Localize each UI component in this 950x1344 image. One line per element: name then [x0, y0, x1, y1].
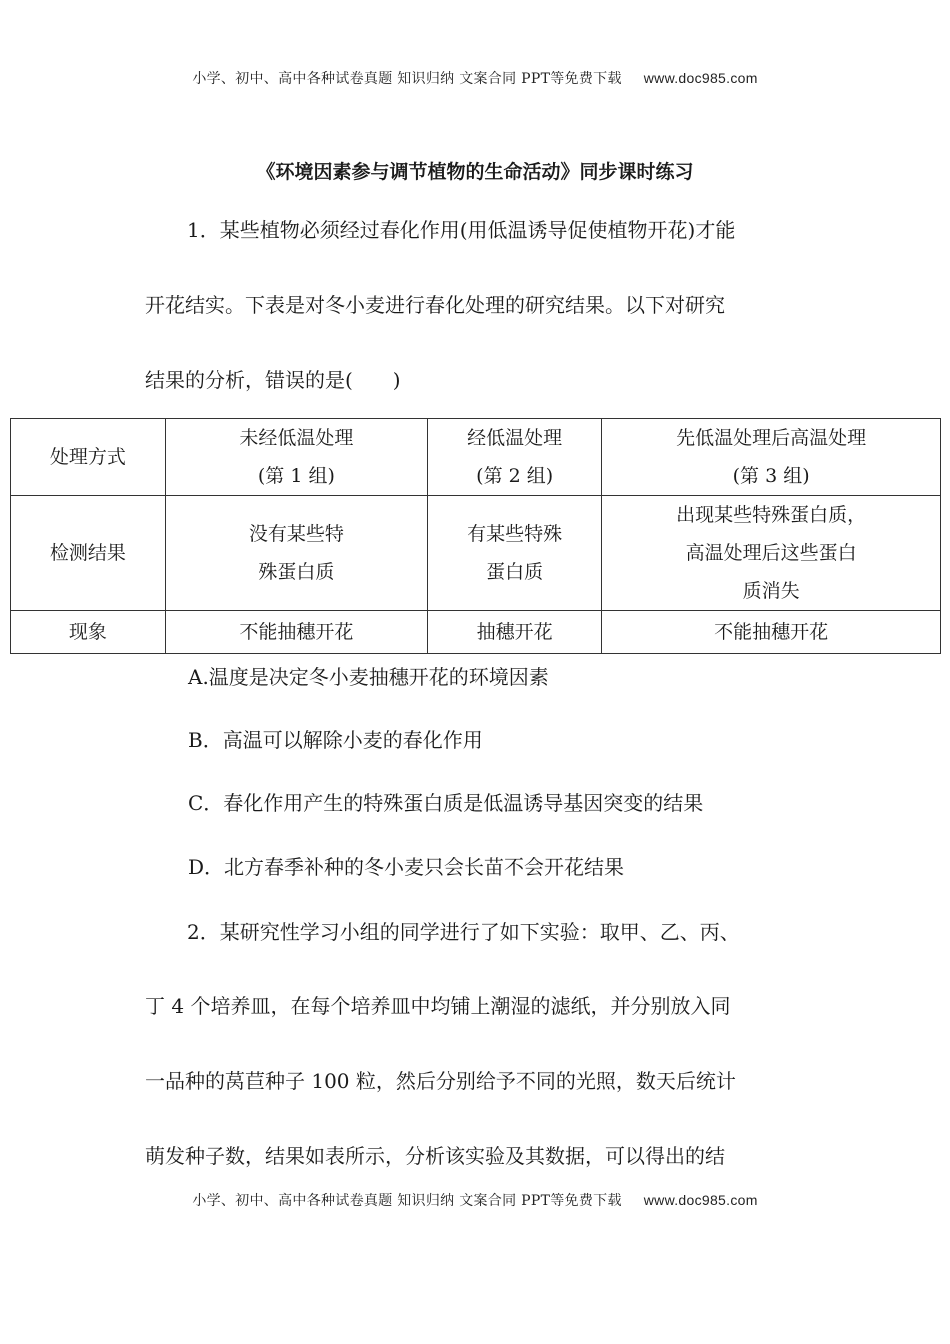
- cell-text: 有某些特殊: [467, 523, 563, 545]
- cell-text: 出现某些特殊蛋白质，: [676, 504, 867, 526]
- table-header-group-3: [602, 419, 941, 496]
- table-cell-phenomenon-group-2: 抽穗开花: [428, 611, 602, 654]
- cell-text: 先低温处理后高温处理: [676, 427, 867, 449]
- cell-text: 质消失: [742, 580, 800, 602]
- cell-text: (第 1 组): [257, 465, 335, 487]
- table-header-group-2: [428, 419, 602, 496]
- vernalization-table: [10, 418, 941, 654]
- option-a[interactable]: A.温度是决定冬小麦抽穗开花的环境因素: [188, 665, 549, 689]
- question-1-line-1: 1．某些植物必须经过春化作用(用低温诱导促使植物开花)才能: [187, 218, 736, 242]
- document-title: 《环境因素参与调节植物的生命活动》同步课时练习: [256, 161, 694, 183]
- header-site-link[interactable]: www.doc985.com: [643, 70, 758, 86]
- cell-text: 蛋白质: [486, 561, 544, 583]
- question-1-line-2: 开花结实。下表是对冬小麦进行春化处理的研究结果。以下对研究: [145, 293, 725, 317]
- cell-text: 经低温处理: [467, 427, 563, 449]
- question-1-line-3: 结果的分析，错误的是( ): [145, 368, 401, 392]
- cell-text: (第 3 组): [732, 465, 810, 487]
- table-label-phenomenon: 现象: [11, 611, 166, 654]
- table-header-group-1: [165, 419, 427, 496]
- table-label-result: 检测结果: [11, 496, 166, 611]
- question-2-line-4: 萌发种子数，结果如表所示，分析该实验及其数据，可以得出的结: [145, 1144, 725, 1168]
- question-2-line-2: 丁 4 个培养皿，在每个培养皿中均铺上潮湿的滤纸，并分别放入同: [145, 994, 731, 1018]
- table-cell-result-group-2: [428, 496, 602, 611]
- table-cell-result-group-1: [165, 496, 427, 611]
- cell-text: 高温处理后这些蛋白: [685, 542, 857, 564]
- table-cell-result-group-3: [602, 496, 941, 611]
- header-text: 小学、初中、高中各种试卷真题 知识归纳 文案合同 PPT等免费下载: [192, 71, 622, 87]
- page-footer: [0, 1190, 950, 1210]
- question-2-line-3: 一品种的莴苣种子 100 粒，然后分别给予不同的光照，数天后统计: [145, 1069, 736, 1093]
- option-b[interactable]: B．高温可以解除小麦的春化作用: [188, 728, 483, 752]
- option-c[interactable]: C．春化作用产生的特殊蛋白质是低温诱导基因突变的结果: [188, 791, 704, 815]
- cell-text: (第 2 组): [476, 465, 554, 487]
- question-2-line-1: 2．某研究性学习小组的同学进行了如下实验：取甲、乙、丙、: [187, 920, 740, 944]
- table-row: [11, 496, 941, 611]
- table-row: [11, 419, 941, 496]
- page-header: [0, 68, 950, 88]
- cell-text: 没有某些特: [248, 523, 344, 545]
- table-cell-phenomenon-group-1: 不能抽穗开花: [165, 611, 427, 654]
- footer-site-link[interactable]: www.doc985.com: [643, 1192, 758, 1208]
- table-header-method: 处理方式: [11, 419, 166, 496]
- footer-text: 小学、初中、高中各种试卷真题 知识归纳 文案合同 PPT等免费下载: [192, 1193, 622, 1209]
- table-row: [11, 611, 941, 654]
- option-d[interactable]: D．北方春季补种的冬小麦只会长苗不会开花结果: [188, 855, 625, 879]
- cell-text: 未经低温处理: [239, 427, 354, 449]
- cell-text: 殊蛋白质: [258, 561, 335, 583]
- table-cell-phenomenon-group-3: 不能抽穗开花: [602, 611, 941, 654]
